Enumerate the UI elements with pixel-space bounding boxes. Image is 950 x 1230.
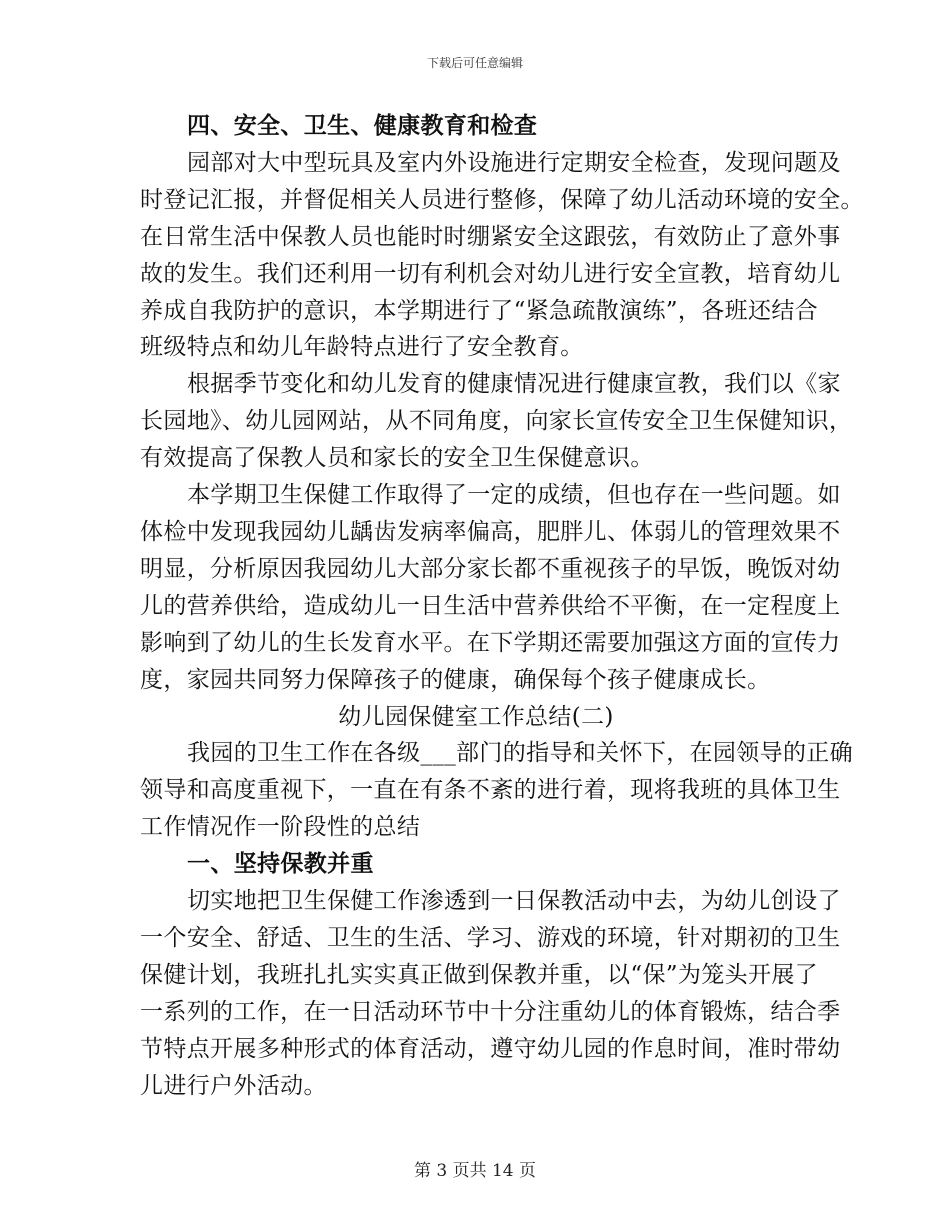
paragraph-line: 保健计划，我班扎扎实实真正做到保教并重，以“保”为笼头开展了 (140, 961, 819, 988)
paragraph-line: 领导和高度重视下，一直在有条不紊的进行着，现将我班的具体卫生 (140, 777, 841, 804)
paragraph-line: 影响到了幼儿的生长发育水平。在下学期还需要加强这方面的宣传力 (140, 629, 841, 656)
document-title: 幼儿园保健室工作总结(二) (338, 703, 614, 730)
header-note: 下载后可任意编辑 (426, 56, 523, 70)
section-heading-safety: 四、安全、卫生、健康教育和检查 (187, 112, 538, 139)
paragraph-line: 儿进行户外活动。 (140, 1072, 327, 1099)
page-number: 第 3 页共 14 页 (413, 1161, 537, 1181)
paragraph-line: 一系列的工作，在一日活动环节中十分注重幼儿的体育锻炼，结合季 (140, 998, 841, 1025)
paragraph-line: 度，家园共同努力保障孩子的健康，确保每个孩子健康成长。 (140, 666, 771, 693)
document-body (140, 108, 864, 1104)
paragraph-line: 儿的营养供给，造成幼儿一日生活中营养供给不平衡，在一定程度上 (140, 592, 841, 619)
section-heading-care-education: 一、坚持保教并重 (187, 850, 374, 878)
paragraph-line: 节特点开展多种形式的体育活动，遵守幼儿园的作息时间，准时带幼 (140, 1035, 841, 1062)
paragraph-line: 明显，分析原因我园幼儿大部分家长都不重视孩子的早饭，晚饭对幼 (140, 555, 841, 582)
paragraph-line: 我园的卫生工作在各级___部门的指导和关怀下，在园领导的正确 (187, 740, 853, 767)
paragraph-line: 长园地》、幼儿园网站，从不同角度，向家长宣传安全卫生保健知识， (140, 408, 853, 435)
paragraph-line: 园部对大中型玩具及室内外设施进行定期安全检查，发现问题及 (187, 149, 841, 176)
paragraph-line: 有效提高了保教人员和家长的安全卫生保健意识。 (140, 445, 654, 472)
paragraph-line: 体检中发现我园幼儿龋齿发病率偏高，肥胖儿、体弱儿的管理效果不 (140, 518, 841, 545)
paragraph-line: 在日常生活中保教人员也能时时绷紧安全这跟弦，有效防止了意外事 (140, 223, 841, 250)
paragraph-line: 根据季节变化和幼儿发育的健康情况进行健康宣教，我们以《家 (187, 371, 841, 398)
paragraph-line: 时登记汇报，并督促相关人员进行整修，保障了幼儿活动环境的安全。 (140, 186, 864, 213)
paragraph-line: 本学期卫生保健工作取得了一定的成绩，但也存在一些问题。如 (187, 482, 841, 509)
paragraph-line: 养成自我防护的意识，本学期进行了“紧急疏散演练”，各班还结合 (140, 297, 819, 324)
paragraph-line: 切实地把卫生保健工作渗透到一日保教活动中去，为幼儿创设了 (187, 888, 841, 915)
paragraph-line: 故的发生。我们还利用一切有利机会对幼儿进行安全宣教，培育幼儿 (140, 260, 841, 287)
paragraph-line: 工作情况作一阶段性的总结 (140, 814, 421, 841)
paragraph-line: 一个安全、舒适、卫生的生活、学习、游戏的环境，针对期初的卫生 (140, 924, 841, 951)
paragraph-line: 班级特点和幼儿年龄特点进行了安全教育。 (140, 334, 584, 361)
